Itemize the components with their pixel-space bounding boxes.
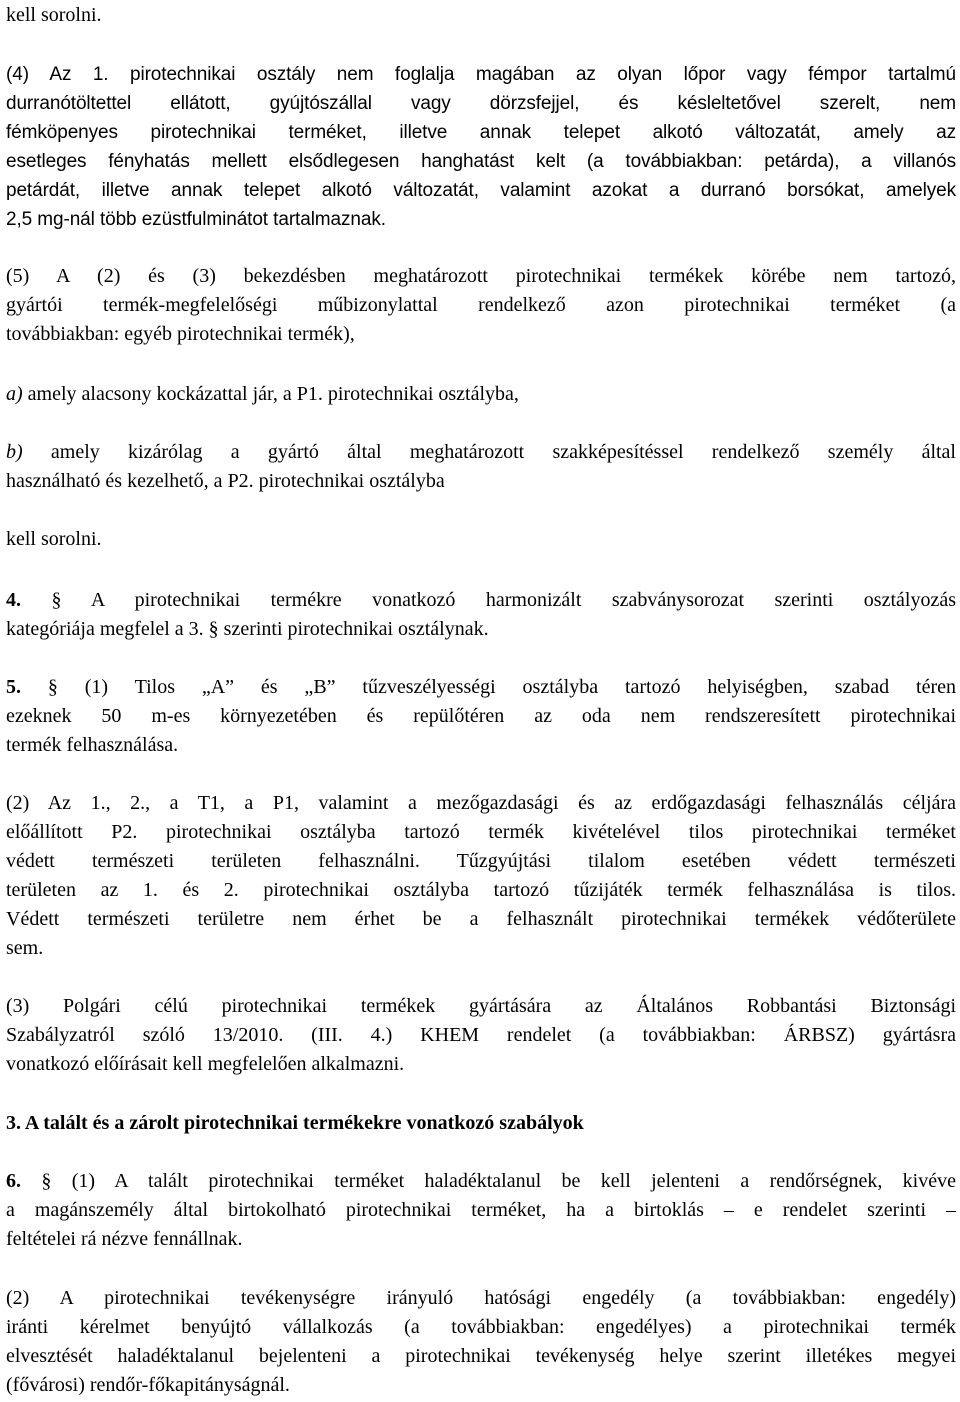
section-5: [6, 673, 956, 760]
section-6: [6, 1167, 956, 1254]
paragraph-4: [6, 60, 956, 234]
section-text: termék felhasználása.: [6, 734, 179, 756]
paragraph-4-line: esetleges fényhatás mellett elsődlegesen hanghatást kelt (a továbbiakban: petárda), a villanós: [6, 151, 956, 172]
section-text: kategóriája megfelel a 3. § szerinti pirotechnikai osztálynak.: [6, 618, 489, 640]
section-5-paragraph-2: [6, 789, 956, 963]
paragraph-5-line: továbbiakban: egyéb pirotechnikai termék),: [6, 323, 355, 345]
paragraph-4-line: petárdát, illetve annak telepet alkotó változatát, valamint azokat a durranó borsókat, amelyek: [6, 180, 956, 201]
paragraph-line: iránti kérelmet benyújtó vállalkozás (a továbbiakban: engedélyes) a pirotechnikai termék: [6, 1316, 956, 1338]
paragraph-4-line: durranótöltettel ellátott, gyújtószállal vagy dörzsfejjel, és késleltetővel szerelt, nem: [6, 93, 956, 114]
section-number: 5.: [6, 676, 21, 698]
paragraph-line: (fővárosi) rendőr-főkapitányságnál.: [6, 1374, 290, 1396]
paragraph-line: sem.: [6, 937, 44, 959]
section-text: feltételei rá nézve fennállnak.: [6, 1228, 243, 1250]
list-item-text: amely kizárólag a gyártó által meghatározott szakképesítéssel rendelkező személy által: [22, 441, 956, 463]
section-text: § (1) Tilos „A” és „B” tűzveszélyességi osztályba tartozó helyiségben, szabad téren: [21, 676, 956, 698]
paragraph-line: (3) Polgári célú pirotechnikai termékek gyártására az Általános Robbantási Biztonsági: [6, 995, 956, 1017]
paragraph-4-line: 2,5 mg-nál több ezüstfulminátot tartalmaznak.: [6, 209, 386, 230]
paragraph-line: vonatkozó előírásait kell megfelelően alkalmazni.: [6, 1053, 405, 1075]
section-text: § (1) A talált pirotechnikai terméket haladéktalanul be kell jelenteni a rendőrségnek, kivéve: [21, 1170, 956, 1192]
list-item-a: [6, 380, 956, 409]
paragraph-4-line: (4) Az 1. pirotechnikai osztály nem foglalja magában az olyan lőpor vagy fémpor tartalmú: [6, 64, 956, 85]
paragraph-line: Szabályzatról szóló 13/2010. (III. 4.) KHEM rendelet (a továbbiakban: ÁRBSZ) gyártásra: [6, 1024, 956, 1046]
paragraph-5-line: gyártói termék-megfelelőségi műbizonylattal rendelkező azon pirotechnikai terméket (a: [6, 294, 956, 316]
section-number: 4.: [6, 589, 21, 611]
section-text: ezeknek 50 m-es környezetében és repülőtéren az oda nem rendszeresített pirotechnikai: [6, 705, 956, 727]
top-fragment: kell sorolni.: [6, 4, 102, 26]
list-item-text: amely alacsony kockázattal jár, a P1. pirotechnikai osztályba,: [22, 383, 519, 405]
section-text: § A pirotechnikai termékre vonatkozó harmonizált szabványsorozat szerinti osztályozás: [21, 589, 956, 611]
paragraph-5: [6, 262, 956, 349]
list-item-text: használható és kezelhető, a P2. pirotechnikai osztályba: [6, 470, 445, 492]
paragraph-line: védett természeti területen felhasználni. Tűzgyújtási tilalom esetében védett természeti: [6, 850, 956, 872]
section-6-paragraph-2: [6, 1284, 956, 1400]
section-number: 6.: [6, 1170, 21, 1192]
paragraph-5-line: (5) A (2) és (3) bekezdésben meghatározott pirotechnikai termékek körébe nem tartozó,: [6, 265, 956, 287]
section-4: [6, 586, 956, 644]
paragraph-4-line: fémköpenyes pirotechnikai terméket, illetve annak telepet alkotó változatát, amely az: [6, 122, 956, 143]
list-item-letter: b): [6, 441, 23, 463]
paragraph-line: területen az 1. és 2. pirotechnikai osztályba tartozó tűzijáték termék felhasználása is tilos.: [6, 879, 956, 901]
fragment-kell-sorolni: kell sorolni.: [6, 528, 102, 550]
section-5-paragraph-3: [6, 992, 956, 1079]
section-text: a magánszemély által birtokolható pirotechnikai terméket, ha a birtoklás – e rendelet szerinti –: [6, 1199, 956, 1221]
paragraph-line: (2) A pirotechnikai tevékenységre irányuló hatósági engedély (a továbbiakban: engedély): [6, 1287, 956, 1309]
list-item-letter: a): [6, 383, 23, 405]
paragraph-line: Védett természeti területre nem érhet be a felhasznált pirotechnikai termékek védőterülete: [6, 908, 956, 930]
chapter-3-heading: 3. A talált és a zárolt pirotechnikai termékekre vonatkozó szabályok: [6, 1112, 584, 1134]
paragraph-line: előállított P2. pirotechnikai osztályba tartozó termék kivételével tilos pirotechnikai terméket: [6, 821, 956, 843]
paragraph-line: (2) Az 1., 2., a T1, a P1, valamint a mezőgazdasági és az erdőgazdasági felhasználás céljára: [6, 792, 956, 814]
list-item-b: [6, 438, 956, 496]
paragraph-line: elvesztését haladéktalanul bejelenteni a pirotechnikai tevékenység helye szerint illetékes megyei: [6, 1345, 956, 1367]
